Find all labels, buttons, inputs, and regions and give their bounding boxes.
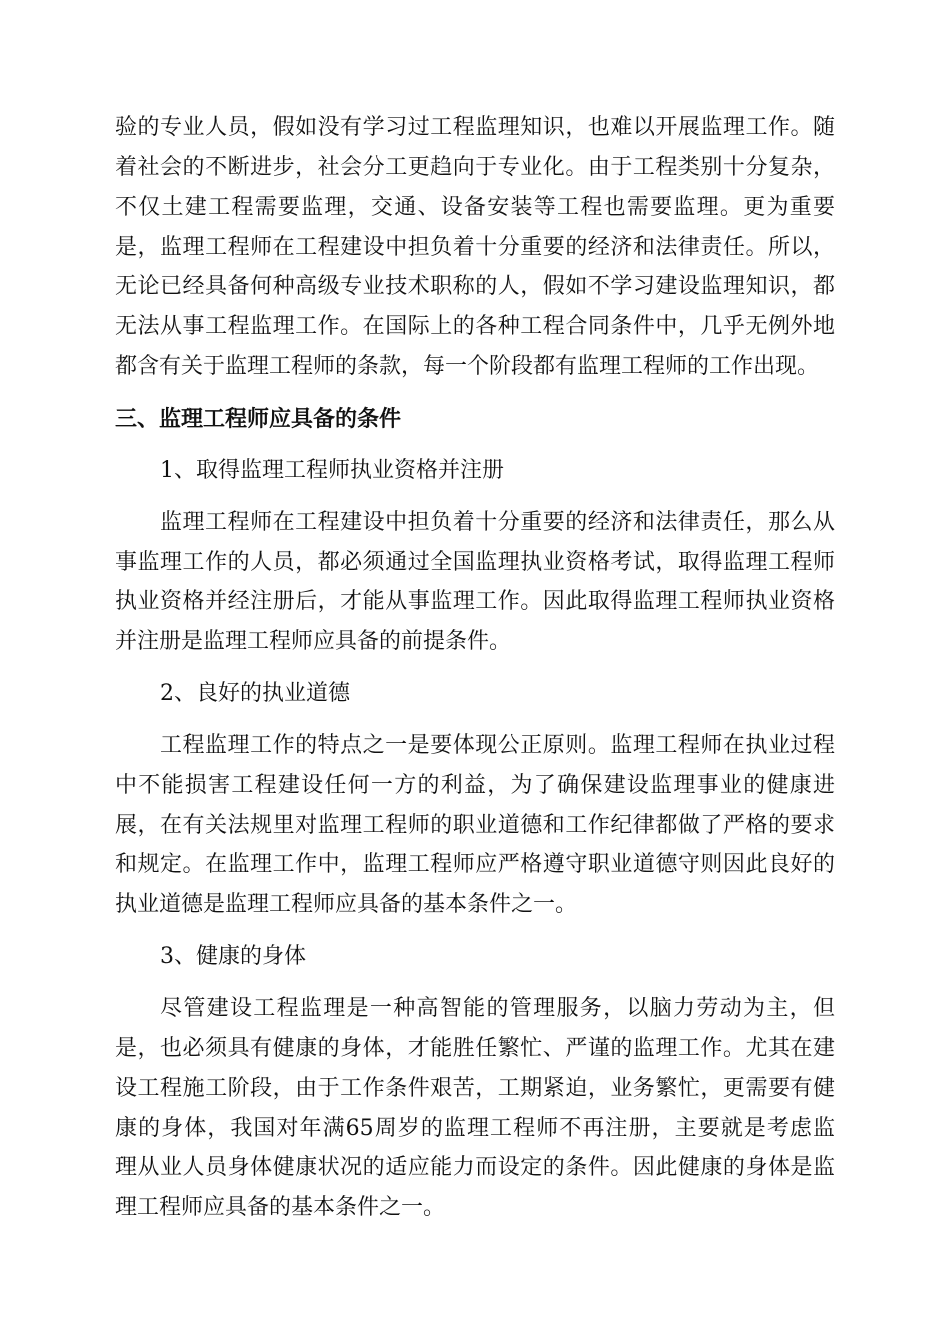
- section-heading: 三、监理工程师应具备的条件: [115, 406, 402, 432]
- paragraph-line: 尽管建设工程监理是一种高智能的管理服务，以脑力劳动为主，但: [160, 996, 835, 1021]
- paragraph-line: 理从业人员身体健康状况的适应能力而设定的条件。因此健康的身体是监: [115, 1155, 835, 1180]
- paragraph-line: 无法从事工程监理工作。在国际上的各种工程合同条件中，几乎无例外地: [115, 314, 835, 339]
- paragraph-line: 无论已经具备何种高级专业技术职称的人，假如不学习建设监理知识，都: [115, 274, 835, 299]
- paragraph-line: 中不能损害工程建设任何一方的利益，为了确保建设监理事业的健康进: [115, 773, 835, 798]
- paragraph-line: 和规定。在监理工作中，监理工程师应严格遵守职业道德守则因此良好的: [115, 852, 835, 877]
- paragraph-line: 康的身体，我国对年满65周岁的监理工程师不再注册，主要就是考虑监: [115, 1116, 835, 1141]
- item-2-title: 2、良好的执业道德: [160, 681, 350, 706]
- paragraph-line: 监理工程师在工程建设中担负着十分重要的经济和法律责任，那么从: [160, 510, 835, 535]
- paragraph-line: 执业资格并经注册后，才能从事监理工作。因此取得监理工程师执业资格: [115, 589, 835, 614]
- paragraph-line: 是，监理工程师在工程建设中担负着十分重要的经济和法律责任。所以，: [115, 235, 835, 260]
- paragraph-line: 执业道德是监理工程师应具备的基本条件之一。: [115, 892, 578, 917]
- paragraph-line: 都含有关于监理工程师的条款，每一个阶段都有监理工程师的工作出现。: [115, 354, 820, 379]
- paragraph-line: 设工程施工阶段，由于工作条件艰苦，工期紧迫，业务繁忙，更需要有健: [115, 1076, 835, 1101]
- paragraph-line: 验的专业人员，假如没有学习过工程监理知识，也难以开展监理工作。随: [115, 115, 835, 140]
- paragraph-line: 事监理工作的人员，都必须通过全国监理执业资格考试，取得监理工程师: [115, 550, 835, 575]
- paragraph-line: 理工程师应具备的基本条件之一。: [115, 1195, 446, 1220]
- paragraph-line: 不仅土建工程需要监理，交通、设备安装等工程也需要监理。更为重要: [115, 195, 835, 220]
- paragraph-line: 着社会的不断进步，社会分工更趋向于专业化。由于工程类别十分复杂，: [115, 155, 835, 180]
- item-1-title: 1、取得监理工程师执业资格并注册: [160, 458, 504, 483]
- paragraph-line: 是，也必须具有健康的身体，才能胜任繁忙、严谨的监理工作。尤其在建: [115, 1036, 835, 1061]
- paragraph-line: 并注册是监理工程师应具备的前提条件。: [115, 629, 512, 654]
- paragraph-line: 展，在有关法规里对监理工程师的职业道德和工作纪律都做了严格的要求: [115, 813, 835, 838]
- item-3-title: 3、健康的身体: [160, 944, 306, 969]
- paragraph-line: 工程监理工作的特点之一是要体现公正原则。监理工程师在执业过程: [160, 733, 835, 758]
